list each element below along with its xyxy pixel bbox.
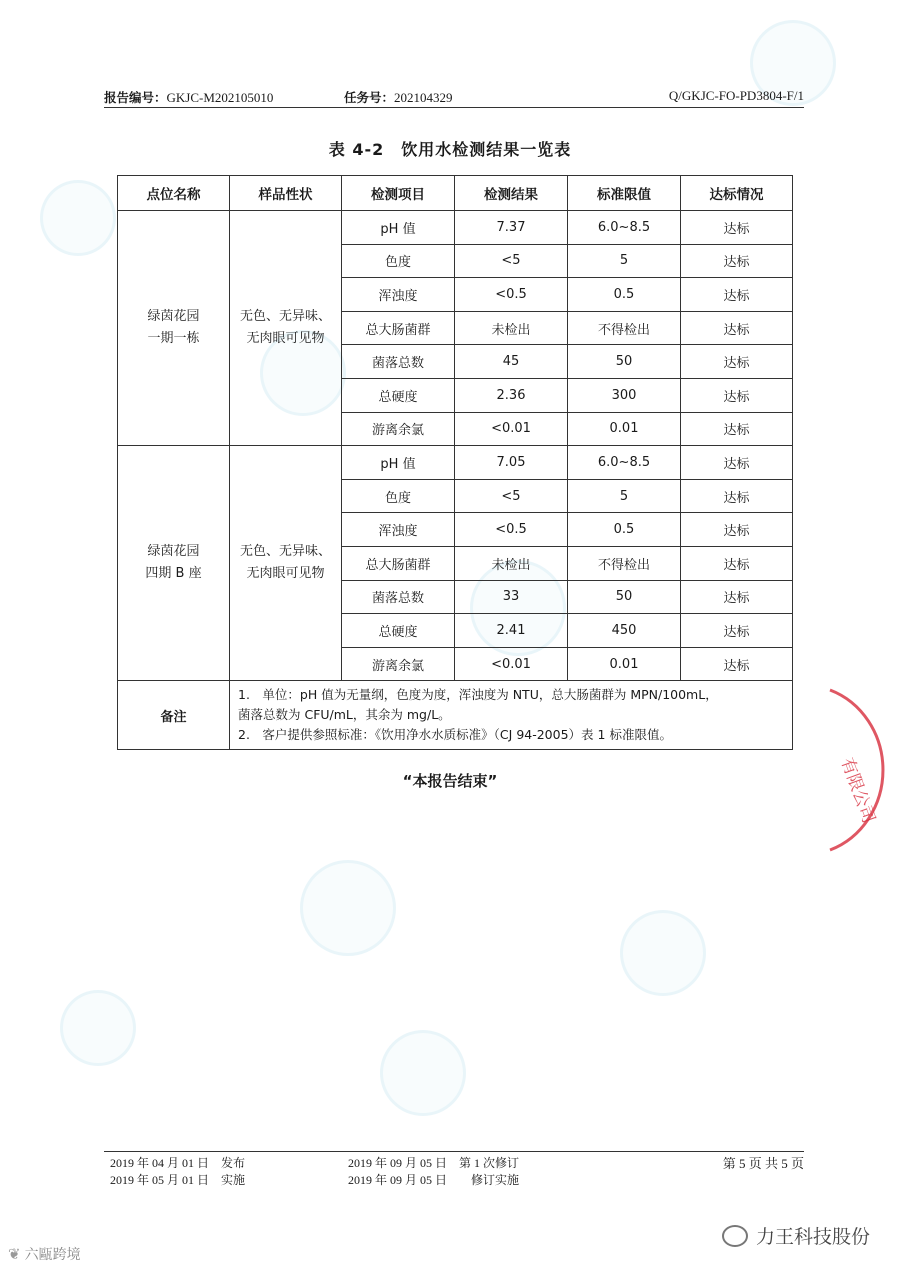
column-header: 点位名称 bbox=[118, 176, 230, 211]
footer-rule bbox=[104, 1151, 804, 1152]
standard-limit: 0.5 bbox=[568, 278, 681, 312]
test-item: 总硬度 bbox=[342, 614, 455, 648]
test-result: <0.5 bbox=[455, 278, 568, 312]
test-item: 浑浊度 bbox=[342, 278, 455, 312]
table-header-row bbox=[118, 176, 793, 211]
sample-appearance-cell bbox=[230, 211, 342, 446]
test-result: 2.36 bbox=[455, 378, 568, 412]
task-number-label: 任务号： bbox=[344, 90, 395, 105]
revision-implement-date: 2019 年 09 月 05 日 修订实施 bbox=[348, 1173, 520, 1187]
compliance-status: 达标 bbox=[681, 513, 793, 547]
remark-line: 1. 单位：pH 值为无量纲，色度为度，浑浊度为 NTU，总大肠菌群为 MPN/100mL， bbox=[238, 687, 718, 703]
seal-text: 有限公司 bbox=[836, 755, 879, 827]
appearance-line: 无色、无异味、 bbox=[239, 544, 331, 560]
task-number-value: 202104329 bbox=[394, 90, 453, 105]
implement-date: 2019 年 05 月 01 日 实施 bbox=[110, 1173, 246, 1187]
task-number bbox=[344, 88, 453, 106]
compliance-status: 达标 bbox=[681, 244, 793, 278]
site-name-cell bbox=[118, 211, 230, 446]
test-result: 2.41 bbox=[455, 614, 568, 648]
footer-revision-dates bbox=[348, 1155, 519, 1189]
test-result: 未检出 bbox=[455, 546, 568, 580]
test-result: 33 bbox=[455, 580, 568, 614]
column-header: 检测结果 bbox=[455, 176, 568, 211]
compliance-status: 达标 bbox=[681, 647, 793, 681]
test-item: pH 值 bbox=[342, 446, 455, 480]
standard-limit: 5 bbox=[568, 244, 681, 278]
company-seal bbox=[810, 680, 900, 860]
test-item: pH 值 bbox=[342, 211, 455, 245]
test-item: 色度 bbox=[342, 244, 455, 278]
watermark-circle bbox=[60, 990, 136, 1066]
compliance-status: 达标 bbox=[681, 378, 793, 412]
standard-limit: 0.5 bbox=[568, 513, 681, 547]
watermark-circle bbox=[300, 860, 396, 956]
remark-line: 2. 客户提供参照标准：《饮用净水水质标准》（CJ 94-2005）表 1 标准限值。 bbox=[238, 727, 672, 743]
table-row bbox=[118, 446, 793, 480]
remarks-row bbox=[118, 681, 793, 750]
test-result: 7.05 bbox=[455, 446, 568, 480]
site-name-cell bbox=[118, 446, 230, 681]
sample-appearance-cell bbox=[230, 446, 342, 681]
test-item: 总大肠菌群 bbox=[342, 311, 455, 345]
report-header bbox=[104, 88, 804, 108]
remarks-label: 备注 bbox=[118, 681, 230, 750]
test-item: 菌落总数 bbox=[342, 345, 455, 379]
test-item: 总大肠菌群 bbox=[342, 546, 455, 580]
compliance-status: 达标 bbox=[681, 614, 793, 648]
test-item: 游离余氯 bbox=[342, 647, 455, 681]
issue-date: 2019 年 04 月 01 日 发布 bbox=[110, 1156, 246, 1170]
test-result: <0.01 bbox=[455, 412, 568, 446]
test-result: <5 bbox=[455, 244, 568, 278]
standard-limit: 6.0~8.5 bbox=[568, 211, 681, 245]
test-item: 总硬度 bbox=[342, 378, 455, 412]
brand-logo-icon: ❦ bbox=[8, 1245, 21, 1263]
test-result: <0.01 bbox=[455, 647, 568, 681]
standard-limit: 5 bbox=[568, 479, 681, 513]
standard-limit: 50 bbox=[568, 345, 681, 379]
column-header: 检测项目 bbox=[342, 176, 455, 211]
report-number-value: GKJC-M202105010 bbox=[166, 90, 274, 105]
appearance-line: 无肉眼可见物 bbox=[246, 331, 325, 347]
footer-issue-dates bbox=[110, 1155, 245, 1189]
test-result: 7.37 bbox=[455, 211, 568, 245]
compliance-status: 达标 bbox=[681, 278, 793, 312]
compliance-status: 达标 bbox=[681, 211, 793, 245]
standard-limit: 450 bbox=[568, 614, 681, 648]
test-result: <5 bbox=[455, 479, 568, 513]
standard-limit: 50 bbox=[568, 580, 681, 614]
document-code: Q/GKJC-FO-PD3804-F/1 bbox=[668, 88, 804, 103]
standard-limit: 300 bbox=[568, 378, 681, 412]
brand-name: 力王科技股份 bbox=[755, 1226, 870, 1248]
column-header: 标准限值 bbox=[568, 176, 681, 211]
compliance-status: 达标 bbox=[681, 580, 793, 614]
standard-limit: 6.0~8.5 bbox=[568, 446, 681, 480]
compliance-status: 达标 bbox=[681, 446, 793, 480]
compliance-status: 达标 bbox=[681, 345, 793, 379]
compliance-status: 达标 bbox=[681, 546, 793, 580]
standard-limit: 0.01 bbox=[568, 647, 681, 681]
wechat-icon bbox=[722, 1225, 748, 1247]
remarks-text bbox=[230, 681, 793, 750]
watermark-circle bbox=[620, 910, 706, 996]
wechat-brand-watermark bbox=[722, 1222, 870, 1249]
test-item: 菌落总数 bbox=[342, 580, 455, 614]
header-rule bbox=[104, 107, 804, 108]
compliance-status: 达标 bbox=[681, 311, 793, 345]
compliance-status: 达标 bbox=[681, 479, 793, 513]
revision-date: 2019 年 09 月 05 日 第 1 次修订 bbox=[348, 1156, 520, 1170]
site-name-line: 一期一栋 bbox=[147, 331, 200, 347]
appearance-line: 无肉眼可见物 bbox=[246, 566, 325, 582]
test-item: 浑浊度 bbox=[342, 513, 455, 547]
watermark-circle bbox=[40, 180, 116, 256]
remark-line: 菌落总数为 CFU/mL，其余为 mg/L。 bbox=[238, 707, 451, 723]
site-name-line: 四期 B 座 bbox=[145, 566, 202, 582]
corner-brand-watermark bbox=[8, 1244, 81, 1264]
standard-limit: 不得检出 bbox=[568, 546, 681, 580]
results-table bbox=[117, 175, 793, 750]
column-header: 样品性状 bbox=[230, 176, 342, 211]
table-title: 表 4-2 饮用水检测结果一览表 bbox=[328, 140, 572, 159]
brand-name: 六甌跨境 bbox=[24, 1247, 81, 1263]
page-number: 第 5 页 共 5 页 bbox=[722, 1156, 804, 1171]
compliance-status: 达标 bbox=[681, 412, 793, 446]
report-number-label: 报告编号： bbox=[104, 90, 167, 105]
table-row bbox=[118, 211, 793, 245]
standard-limit: 0.01 bbox=[568, 412, 681, 446]
report-number bbox=[104, 88, 273, 106]
test-item: 游离余氯 bbox=[342, 412, 455, 446]
site-name-line: 绿茵花园 bbox=[147, 544, 200, 560]
watermark-circle bbox=[380, 1030, 466, 1116]
site-name-line: 绿茵花园 bbox=[147, 309, 200, 325]
column-header: 达标情况 bbox=[681, 176, 793, 211]
test-result: 未检出 bbox=[455, 311, 568, 345]
test-result: 45 bbox=[455, 345, 568, 379]
test-result: <0.5 bbox=[455, 513, 568, 547]
test-item: 色度 bbox=[342, 479, 455, 513]
standard-limit: 不得检出 bbox=[568, 311, 681, 345]
end-of-report: “本报告结束” bbox=[402, 772, 498, 790]
appearance-line: 无色、无异味、 bbox=[239, 309, 331, 325]
